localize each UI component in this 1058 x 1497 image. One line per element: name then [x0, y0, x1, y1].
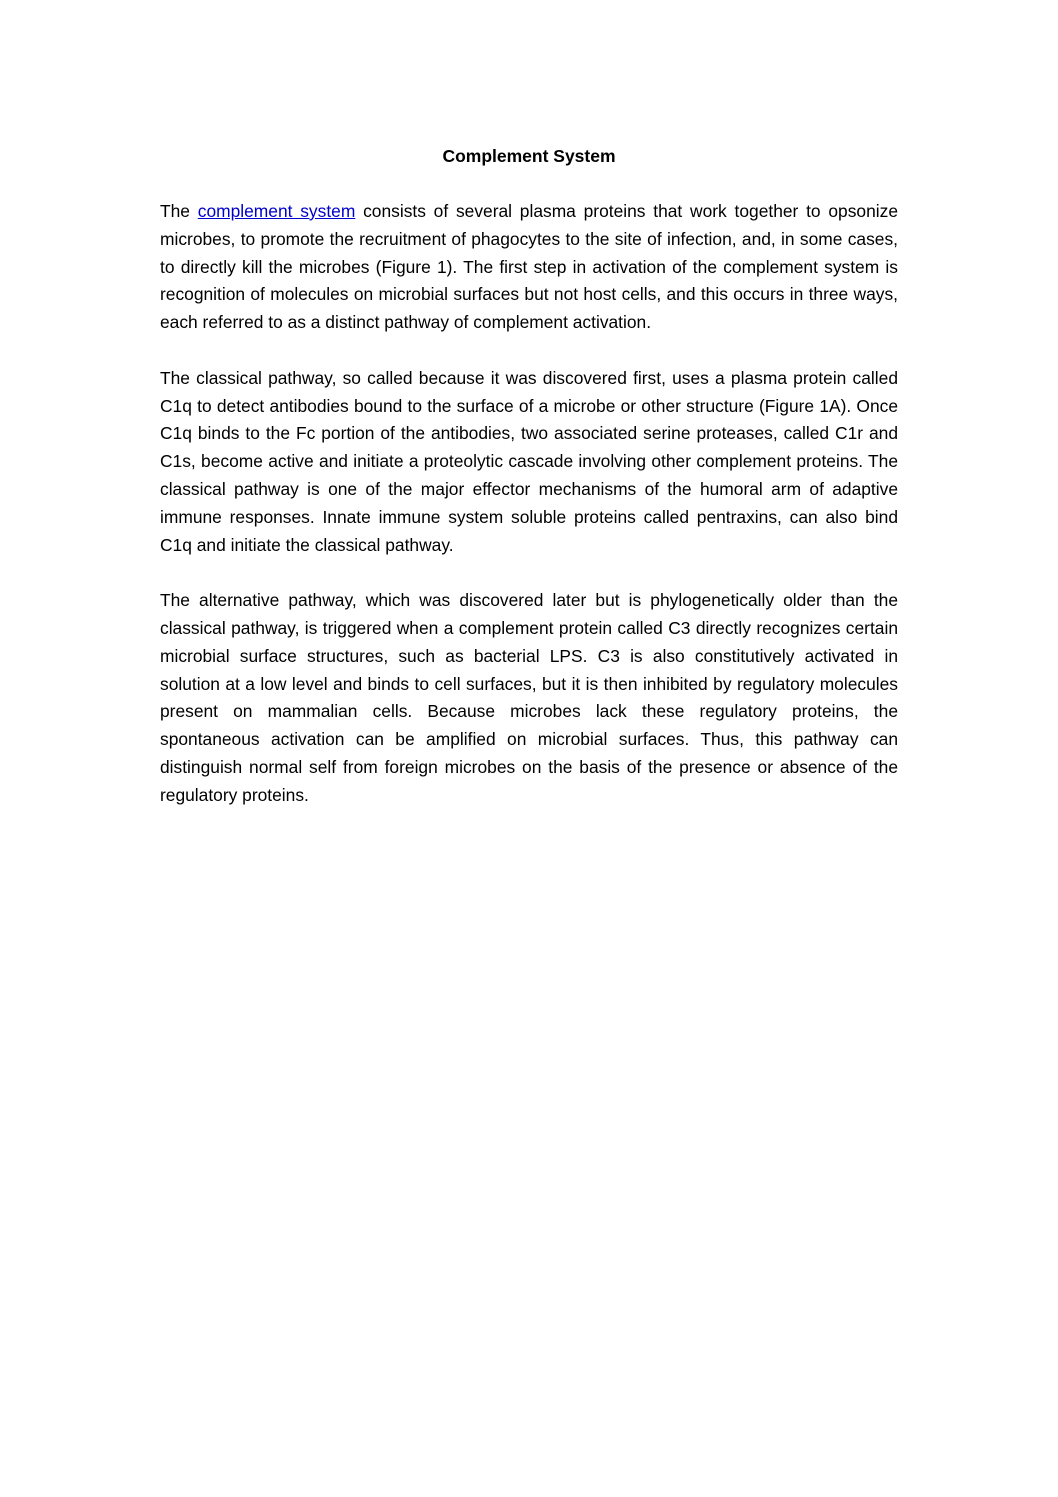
- paragraph-intro-lead: The: [160, 201, 198, 221]
- document-title: Complement System: [442, 146, 616, 166]
- paragraph-intro: [160, 198, 898, 337]
- complement-system-link[interactable]: complement system: [197, 201, 356, 221]
- paragraph-intro-text: consists of several plasma proteins that work together to opsonize microbes, to promote the recruitment of phagocytes to the site of infection, and, in some cases, to directly kill the microbes (Figure 1). The first step in activation of the complement system is recognition of molecules on microbial surfaces but not host cells, and this occurs in three ways, each referred to as a distinct pathway of complement activation.: [160, 201, 898, 333]
- paragraph-classical-pathway: The classical pathway, so called because it was discovered first, uses a plasma protein called C1q to detect antibodies bound to the surface of a microbe or other structure (Figure 1A). Once C1q binds to the Fc portion of the antibodies, two associated serine proteases, called C1r and C1s, become active and initiate a proteolytic cascade involving other complement proteins. The classical pathway is one of the major effector mechanisms of the humoral arm of adaptive immune responses. Innate immune system soluble proteins called pentraxins, can also bind C1q and initiate the classical pathway.: [160, 367, 898, 555]
- document-body: [160, 142, 898, 837]
- paragraph-alternative-pathway: The alternative pathway, which was discovered later but is phylogenetically older than the classical pathway, is triggered when a complement protein called C3 directly recognizes certain microbial surface structures, such as bacterial LPS. C3 is also constitutively activated in solution at a low level and binds to cell surfaces, but it is then inhibited by regulatory molecules present on mammalian cells. Because microbes lack these regulatory proteins, the spontaneous activation can be amplified on microbial surfaces. Thus, this pathway can distinguish normal self from foreign microbes on the basis of the presence or absence of the regulatory proteins.: [160, 590, 898, 805]
